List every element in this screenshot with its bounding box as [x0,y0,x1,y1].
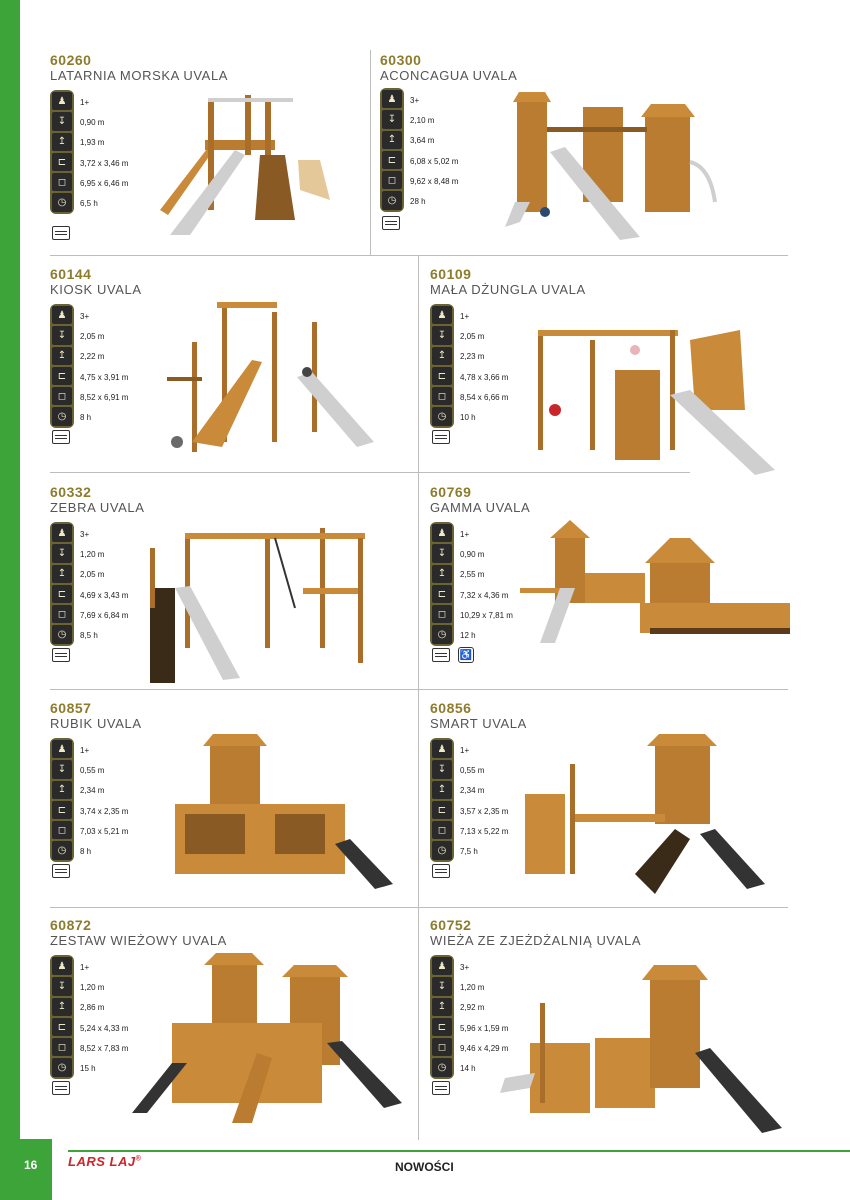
install-time-icon: ◷ [52,407,72,425]
spec-icons [380,88,404,212]
spec-icons [430,304,454,428]
spec-icons [50,738,74,862]
certification-icon [432,648,450,662]
age-icon: ♟ [52,92,72,110]
spec-fall-height: 0,90 m [80,117,105,127]
product-illustration [505,92,720,247]
spec-age: 3+ [460,962,470,972]
spec-icons [50,90,74,214]
spec-install-time: 28 h [410,197,426,207]
spec-max-height: 2,23 m [460,352,485,362]
spec-values [460,306,508,428]
product-name: WIEŻA ZE ZJEŻDŻALNIĄ UVALA [430,933,642,948]
safety-zone-icon: ◻ [432,1038,452,1056]
spec-install-time: 10 h [460,413,476,423]
brand-mark: ® [135,1155,142,1163]
spec-dimensions: 3,74 x 2,35 m [80,806,129,816]
safety-zone-icon: ◻ [52,173,72,191]
spec-dimensions: 3,57 x 2,35 m [460,806,509,816]
install-time-icon: ◷ [432,841,452,859]
safety-zone-icon: ◻ [432,605,452,623]
page-number: 16 [24,1158,38,1172]
spec-dimensions: 5,96 x 1,59 m [460,1023,509,1033]
spec-fall-height: 1,20 m [80,549,105,559]
section-name: NOWOŚCI [395,1160,454,1174]
certification-icon [52,648,70,662]
product-60260 [50,52,370,252]
spec-max-height: 2,05 m [80,570,105,580]
product-illustration [162,302,377,462]
spec-age: 1+ [80,962,90,972]
product-60872 [50,917,415,1132]
product-code: 60109 [430,266,472,282]
product-name: RUBIK UVALA [50,716,142,731]
spec-age: 3+ [80,529,90,539]
spec-dimensions: 7,32 x 4,36 m [460,590,509,600]
spec-install-time: 12 h [460,631,476,641]
spec-icons [50,522,74,646]
product-code: 60872 [50,917,92,933]
product-code: 60857 [50,700,92,716]
safety-zone-icon: ◻ [52,605,72,623]
spec-dimensions: 4,78 x 3,66 m [460,372,509,382]
install-time-icon: ◷ [52,1058,72,1076]
max-height-icon: ↥ [52,565,72,583]
spec-fall-height: 1,20 m [80,982,105,992]
max-height-icon: ↥ [432,565,452,583]
brand-logo [68,1154,141,1169]
install-time-icon: ◷ [52,841,72,859]
spec-fall-height: 0,90 m [460,549,485,559]
dimensions-icon: ⊏ [52,1018,72,1036]
fall-height-icon: ↧ [382,110,402,128]
product-name: ZEBRA UVALA [50,500,145,515]
spec-safety-zone: 10,29 x 7,81 m [460,610,513,620]
spec-install-time: 14 h [460,1064,476,1074]
spec-max-height: 3,64 m [410,136,435,146]
product-illustration [530,310,778,475]
spec-dimensions: 3,72 x 3,46 m [80,158,129,168]
spec-icons [430,738,454,862]
spec-safety-zone: 8,54 x 6,66 m [460,392,509,402]
product-illustration [525,734,770,899]
product-illustration [520,518,790,653]
spec-install-time: 7,5 h [460,847,478,857]
divider [50,907,788,908]
footer-divider [68,1150,850,1152]
max-height-icon: ↥ [52,998,72,1016]
fall-height-icon: ↧ [52,977,72,995]
spec-age: 1+ [460,311,470,321]
max-height-icon: ↥ [432,998,452,1016]
product-name: ACONCAGUA UVALA [380,68,518,83]
install-time-icon: ◷ [432,407,452,425]
max-height-icon: ↥ [52,133,72,151]
spec-values [80,524,128,646]
spec-max-height: 2,34 m [460,786,485,796]
product-60144 [50,266,415,466]
spec-install-time: 15 h [80,1064,96,1074]
product-code: 60856 [430,700,472,716]
fall-height-icon: ↧ [52,112,72,130]
spec-safety-zone: 9,62 x 8,48 m [410,176,459,186]
dimensions-icon: ⊏ [432,1018,452,1036]
product-illustration [150,90,335,240]
product-name: KIOSK UVALA [50,282,142,297]
product-illustration [500,963,785,1135]
spec-max-height: 2,22 m [80,352,105,362]
fall-height-icon: ↧ [432,977,452,995]
spec-fall-height: 1,20 m [460,982,485,992]
product-60856 [430,700,790,900]
side-green-bar [0,0,20,1139]
spec-safety-zone: 7,13 x 5,22 m [460,826,509,836]
install-time-icon: ◷ [432,1058,452,1076]
product-code: 60260 [50,52,92,68]
product-60752 [430,917,790,1132]
divider [370,50,371,255]
spec-age: 1+ [460,529,470,539]
certification-icon [52,1081,70,1095]
safety-zone-icon: ◻ [52,1038,72,1056]
dimensions-icon: ⊏ [52,585,72,603]
fall-height-icon: ↧ [432,544,452,562]
spec-max-height: 1,93 m [80,138,105,148]
spec-age: 1+ [460,745,470,755]
spec-max-height: 2,34 m [80,786,105,796]
product-code: 60144 [50,266,92,282]
spec-max-height: 2,55 m [460,570,485,580]
product-60300 [380,52,790,252]
fall-height-icon: ↧ [52,544,72,562]
product-name: GAMMA UVALA [430,500,531,515]
certification-icon [52,226,70,240]
spec-values [80,306,128,428]
certification-icon [432,430,450,444]
certification-icon [52,430,70,444]
age-icon: ♟ [52,740,72,758]
dimensions-icon: ⊏ [52,367,72,385]
divider [50,689,788,690]
spec-dimensions: 5,24 x 4,33 m [80,1023,129,1033]
age-icon: ♟ [52,957,72,975]
install-time-icon: ◷ [432,625,452,643]
spec-age: 1+ [80,97,90,107]
certification-icon [382,216,400,230]
fall-height-icon: ↧ [432,760,452,778]
install-time-icon: ◷ [52,193,72,211]
product-60857 [50,700,415,900]
spec-fall-height: 2,10 m [410,115,435,125]
spec-dimensions: 4,75 x 3,91 m [80,372,129,382]
fall-height-icon: ↧ [432,326,452,344]
spec-fall-height: 0,55 m [80,765,105,775]
product-name: ZESTAW WIEŻOWY UVALA [50,933,227,948]
spec-values [460,524,513,646]
age-icon: ♟ [432,957,452,975]
spec-safety-zone: 6,95 x 6,46 m [80,178,129,188]
spec-safety-zone: 7,03 x 5,21 m [80,826,129,836]
certification-icon [432,1081,450,1095]
max-height-icon: ↥ [52,347,72,365]
spec-icons [430,522,454,646]
spec-max-height: 2,92 m [460,1003,485,1013]
spec-safety-zone: 8,52 x 7,83 m [80,1043,129,1053]
spec-icons [430,955,454,1079]
max-height-icon: ↥ [432,347,452,365]
dimensions-icon: ⊏ [52,153,72,171]
product-60769 [430,484,790,684]
divider [370,255,788,256]
dimensions-icon: ⊏ [432,801,452,819]
max-height-icon: ↥ [432,781,452,799]
spec-install-time: 8 h [80,847,92,857]
age-icon: ♟ [432,524,452,542]
certification-icon [432,864,450,878]
install-time-icon: ◷ [382,191,402,209]
dimensions-icon: ⊏ [432,367,452,385]
spec-safety-zone: 7,69 x 6,84 m [80,610,129,620]
install-time-icon: ◷ [52,625,72,643]
dimensions-icon: ⊏ [382,151,402,169]
brand-name: LARS LAJ [68,1154,136,1169]
divider [50,255,370,256]
product-code: 60332 [50,484,92,500]
product-name: SMART UVALA [430,716,527,731]
spec-age: 3+ [80,311,90,321]
age-icon: ♟ [52,524,72,542]
age-icon: ♟ [382,90,402,108]
accessibility-icon: ♿ [458,647,474,663]
spec-values [80,957,128,1079]
product-illustration [145,518,375,683]
certification-icon [52,864,70,878]
product-illustration [175,734,395,894]
safety-zone-icon: ◻ [382,171,402,189]
spec-values [460,740,508,862]
product-name: LATARNIA MORSKA UVALA [50,68,229,83]
safety-zone-icon: ◻ [52,387,72,405]
product-illustration [132,953,404,1125]
divider [418,255,419,1140]
spec-values [80,92,128,214]
spec-fall-height: 2,05 m [80,331,105,341]
max-height-icon: ↥ [382,131,402,149]
safety-zone-icon: ◻ [432,821,452,839]
spec-safety-zone: 8,52 x 6,91 m [80,392,129,402]
spec-fall-height: 0,55 m [460,765,485,775]
spec-install-time: 8 h [80,413,92,423]
dimensions-icon: ⊏ [432,585,452,603]
spec-age: 3+ [410,95,420,105]
spec-install-time: 6,5 h [80,199,98,209]
safety-zone-icon: ◻ [432,387,452,405]
max-height-icon: ↥ [52,781,72,799]
spec-fall-height: 2,05 m [460,331,485,341]
product-60332 [50,484,415,684]
product-code: 60752 [430,917,472,933]
spec-dimensions: 4,69 x 3,43 m [80,590,129,600]
spec-dimensions: 6,08 x 5,02 m [410,156,459,166]
product-code: 60769 [430,484,472,500]
spec-install-time: 8,5 h [80,631,98,641]
spec-values [80,740,128,862]
product-60109 [430,266,790,466]
safety-zone-icon: ◻ [52,821,72,839]
product-code: 60300 [380,52,422,68]
age-icon: ♟ [432,306,452,324]
spec-icons [50,955,74,1079]
product-name: MAŁA DŻUNGLA UVALA [430,282,586,297]
spec-values [410,90,458,212]
fall-height-icon: ↧ [52,760,72,778]
spec-max-height: 2,86 m [80,1003,105,1013]
spec-icons [50,304,74,428]
fall-height-icon: ↧ [52,326,72,344]
age-icon: ♟ [432,740,452,758]
spec-safety-zone: 9,46 x 4,29 m [460,1043,509,1053]
age-icon: ♟ [52,306,72,324]
spec-age: 1+ [80,745,90,755]
dimensions-icon: ⊏ [52,801,72,819]
